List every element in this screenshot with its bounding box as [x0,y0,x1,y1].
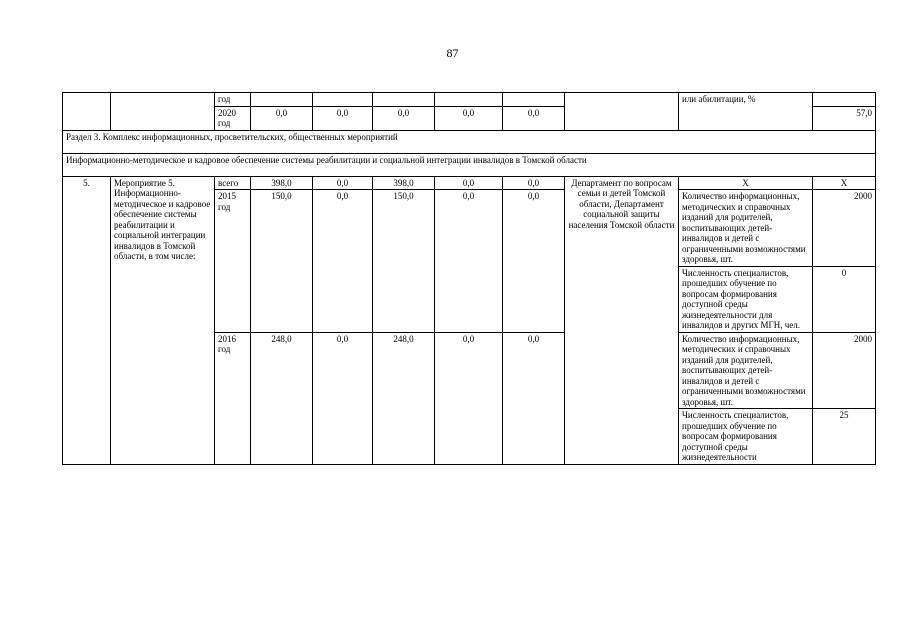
indicator-cell: Численность специалистов, прошедших обучение по вопросам формирования доступной среды жизнедеятельности для инвалидов и других МГН, чел. [679,266,813,332]
year-cell: 2016 год [215,332,251,464]
event-name: Мероприятие 5. Информационно-методическое и кадровое обеспечение системы реабилитации и социальной интеграции инвалидов в Томской области, в том числе: [111,176,215,464]
indicator-cell: Количество информационных, методических и справочных изданий для родителей, воспитывающих детей-инвалидов и детей с ограниченными возможностями здоровья, шт. [679,332,813,409]
indicator-value: 25 [813,409,876,465]
indicator-value: 2000 [813,190,876,267]
table-row: 2016 год 248,0 0,0 248,0 0,0 0,0 Количество информационных, методических и справочных изданий для родителей, воспитывающих детей-инвалидов и детей с ограниченными возможностями здоровья, шт. 2000 [63,332,876,409]
indicator-cell: или абилитации, % [679,93,813,131]
subsection-heading-row [63,153,876,176]
event-number: 5. [63,176,111,464]
program-table [62,92,876,465]
table-row [63,93,876,107]
section-title: Раздел 3. Комплекс информационных, просветительских, общественных мероприятий [63,130,876,153]
year-cell: год [215,93,251,107]
indicator-value: 2000 [813,332,876,409]
table-row: 2020 год 0,0 0,0 0,0 0,0 0,0 57,0 [63,106,876,130]
subsection-title: Информационно-методическое и кадровое обеспечение системы реабилитации и социальной интеграции инвалидов в Томской области [63,153,876,176]
table-row: 5. Мероприятие 5. Информационно-методическое и кадровое обеспечение системы реабилитации и социальной интеграции инвалидов в Томской области, в том числе: всего 398,0 0,0 398,0 0,0 0,0 Департамент по вопросам семьи и детей Томской области, Департамент социальной защиты населения Томской области Х Х [63,176,876,190]
indicator-cell: Численность специалистов, прошедших обучение по вопросам формирования доступной среды жизнедеятельности [679,409,813,465]
year-cell: 2015 год [215,190,251,333]
indicator-value: 0 [813,266,876,332]
indicator-value: 57,0 [813,106,876,130]
table-row: 2015 год 150,0 0,0 150,0 0,0 0,0 Количество информационных, методических и справочных изданий для родителей, воспитывающих детей-инвалидов и детей с ограниченными возможностями здоровья, шт. 2000 [63,190,876,267]
year-cell: 2020 год [215,106,251,130]
executor-cell: Департамент по вопросам семьи и детей Томской области, Департамент социальной защиты населения Томской области [565,176,679,464]
section-heading-row [63,130,876,153]
page-number: 87 [446,46,459,60]
indicator-cell: Количество информационных, методических и справочных изданий для родителей, воспитывающих детей-инвалидов и детей с ограниченными возможностями здоровья, шт. [679,190,813,267]
